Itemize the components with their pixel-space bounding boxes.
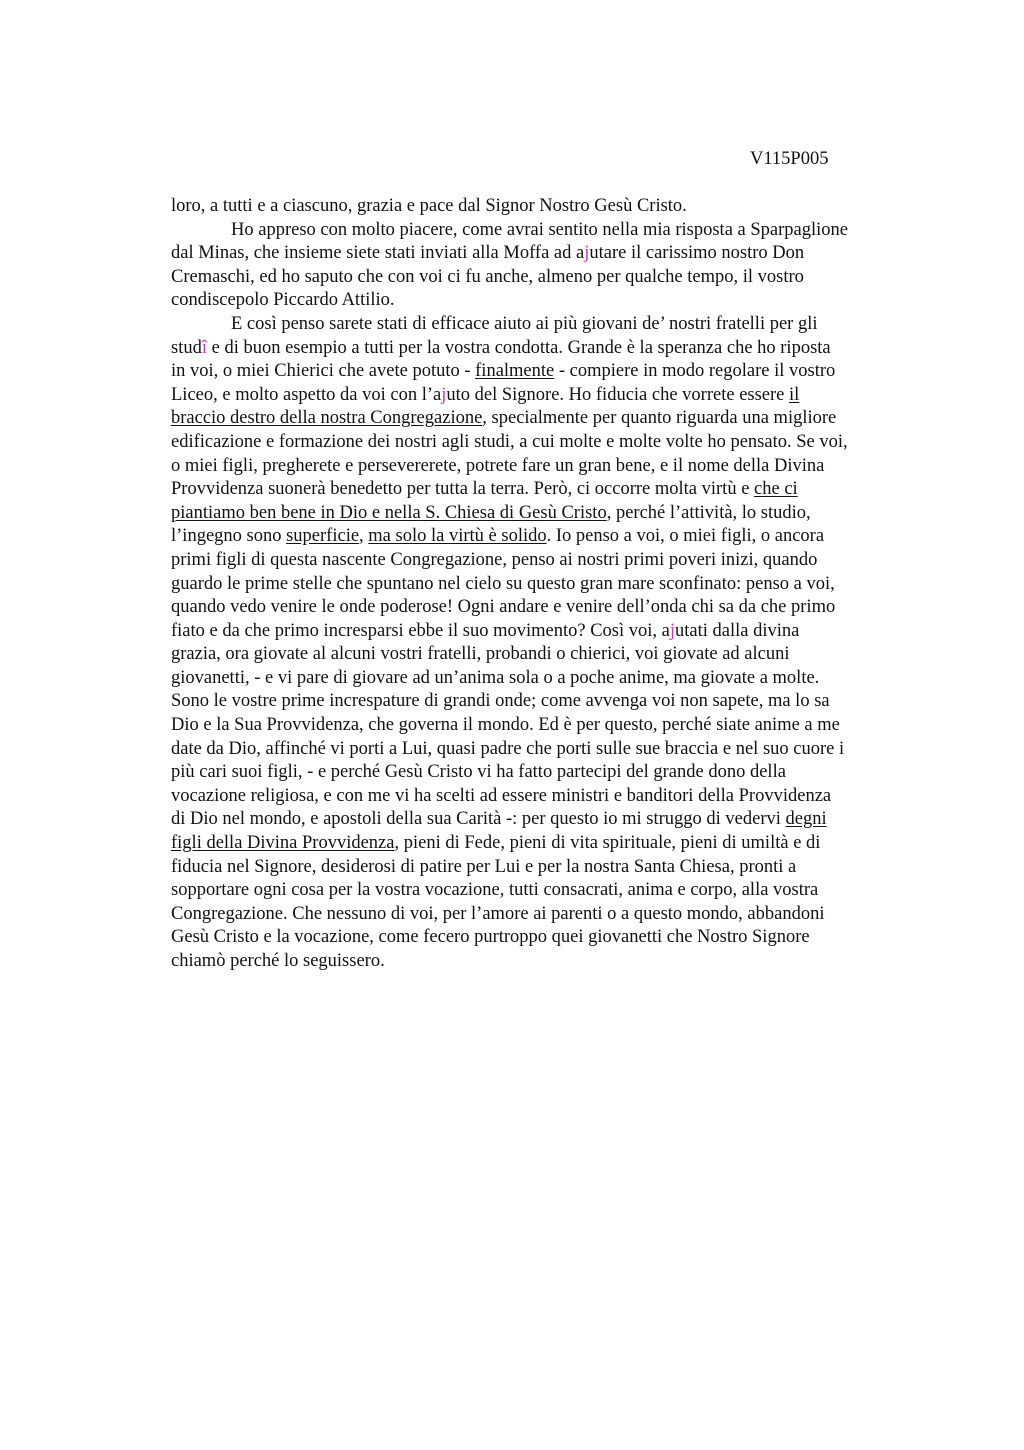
text-segment: fiato e da che primo incresparsi ebbe il suo movimento? Così voi, a bbox=[171, 620, 670, 641]
text-line bbox=[171, 431, 943, 455]
text-segment: Sono le vostre prime increspature di grandi onde; come avvenga voi non sapete, ma lo sa bbox=[171, 691, 830, 712]
text-segment: grazia, ora giovate al alcuni vostri fratelli, probandi o chierici, voi giovate ad alcuni bbox=[171, 644, 790, 665]
text-segment: , bbox=[359, 526, 369, 547]
highlighted-letter: î bbox=[201, 337, 207, 358]
text-segment: Provvidenza suonerà benedetto per tutta la terra. Però, ci occorre molta virtù e bbox=[171, 479, 755, 500]
text-segment: date da Dio, affinché vi porti a Lui, quasi padre che porti sulle sue braccia e nel suo cuore i bbox=[171, 738, 845, 759]
text-segment: giovanetti, - e vi pare di giovare ad un’anima sola o a poche anime, ma giovate a molte. bbox=[171, 667, 820, 688]
text-segment: più cari suoi figli, - e perché Gesù Cristo vi ha fatto partecipi del grande dono della bbox=[171, 762, 786, 783]
text-segment: . Io penso a voi, o miei figli, o ancora bbox=[546, 526, 825, 547]
text-segment: l’ingegno sono bbox=[171, 526, 287, 547]
text-segment: quando vedo venire le onde poderose! Ogni andare e venire dell’onda chi sa da che primo bbox=[171, 597, 836, 618]
text-segment: guardo le prime stelle che spuntano nel cielo su questo gran mare sconfinato: penso a voi, bbox=[171, 573, 835, 594]
underlined-text: il bbox=[789, 384, 800, 405]
text-line bbox=[171, 926, 943, 950]
text-line bbox=[171, 313, 943, 337]
highlighted-letter: j bbox=[584, 243, 590, 264]
text-line bbox=[171, 219, 943, 243]
text-segment: in voi, o miei Chierici che avete potuto - bbox=[171, 361, 476, 382]
highlighted-letter: j bbox=[669, 620, 675, 641]
highlighted-letter: j bbox=[441, 384, 447, 405]
text-segment: - compiere in modo regolare il vostro bbox=[554, 361, 836, 382]
text-segment: utare il carissimo nostro Don bbox=[589, 243, 805, 264]
text-line bbox=[171, 478, 943, 502]
text-segment: utati dalla divina bbox=[675, 620, 800, 641]
text-segment: fiducia nel Signore, desiderosi di patire per Lui e per la nostra Santa Chiesa, pronti a bbox=[171, 856, 797, 877]
text-line bbox=[171, 407, 943, 431]
page-reference: V115P005 bbox=[750, 149, 829, 169]
text-line bbox=[171, 360, 943, 384]
underlined-text: ma solo la virtù è solido bbox=[368, 526, 547, 547]
text-line bbox=[171, 195, 943, 219]
text-line bbox=[171, 525, 943, 549]
text-segment: loro, a tutti e a ciascuno, grazia e pace dal Signor Nostro Gesù Cristo. bbox=[171, 196, 687, 216]
text-line bbox=[171, 856, 943, 880]
text-segment: Dio e la Sua Provvidenza, che governa il mondo. Ed è per questo, perché siate anime a me bbox=[171, 715, 840, 736]
text-segment: Cremaschi, ed ho saputo che con voi ci fu anche, almeno per qualche tempo, il vostro bbox=[171, 266, 804, 287]
text-line bbox=[171, 573, 943, 597]
text-line bbox=[171, 667, 943, 691]
text-segment: primi figli di questa nascente Congregazione, penso ai nostri primi poveri inizi, quando bbox=[171, 549, 818, 570]
text-segment: Gesù Cristo e la vocazione, come fecero purtroppo quei giovanetti che Nostro Signore bbox=[171, 927, 810, 948]
text-line bbox=[171, 266, 943, 290]
text-line bbox=[171, 596, 943, 620]
text-line bbox=[171, 879, 943, 903]
text-line bbox=[171, 502, 943, 526]
text-segment: stud bbox=[171, 337, 202, 358]
text-line bbox=[171, 761, 943, 785]
text-segment: condiscepolo Piccardo Attilio. bbox=[171, 290, 395, 311]
underlined-text: piantiamo ben bene in Dio e nella S. Chiesa di Gesù Cristo bbox=[171, 502, 607, 523]
text-segment: o miei figli, pregherete e persevererete, potrete fare un gran bene, e il nome della Divina bbox=[171, 455, 825, 476]
underlined-text: finalmente bbox=[475, 361, 555, 382]
text-segment: , perché l’attività, lo studio, bbox=[606, 502, 811, 523]
text-line bbox=[171, 738, 943, 762]
text-line bbox=[171, 785, 943, 809]
text-line bbox=[171, 808, 943, 832]
text-segment: Liceo, e molto aspetto da voi con l’a bbox=[171, 384, 442, 405]
text-line bbox=[171, 950, 943, 974]
text-segment: chiamò perché lo seguissero. bbox=[171, 951, 385, 971]
text-segment: E così penso sarete stati di efficace aiuto ai più giovani de’ nostri fratelli per gli bbox=[231, 313, 818, 334]
text-segment: sopportare ogni cosa per la vostra vocazione, tutti consacrati, anima e corpo, alla vostra bbox=[171, 880, 819, 901]
text-line bbox=[171, 714, 943, 738]
text-segment: , specialmente per quanto riguarda una migliore bbox=[482, 408, 837, 429]
text-line bbox=[171, 384, 943, 408]
text-segment: dal Minas, che insieme siete stati inviati alla Moffa ad a bbox=[171, 243, 585, 264]
underlined-text: degni bbox=[785, 809, 827, 830]
text-segment: vocazione religiosa, e con me vi ha scelti ad essere ministri e banditori della Provvidenza bbox=[171, 785, 832, 806]
text-line bbox=[171, 690, 943, 714]
text-segment: , pieni di Fede, pieni di vita spirituale, pieni di umiltà e di bbox=[394, 833, 821, 854]
text-segment: edificazione e formazione dei nostri agli studi, a cui molte e molte volte ho pensato. Se voi, bbox=[171, 431, 848, 452]
letter-body bbox=[171, 195, 943, 974]
text-line bbox=[171, 832, 943, 856]
text-line bbox=[171, 455, 943, 479]
text-segment: di Dio nel mondo, e apostoli della sua Carità -: per questo io mi struggo di vedervi bbox=[171, 809, 786, 830]
text-segment: Ho appreso con molto piacere, come avrai sentito nella mia risposta a Sparpaglione bbox=[231, 219, 848, 240]
text-line bbox=[171, 289, 943, 313]
text-line bbox=[171, 643, 943, 667]
underlined-text: figli della Divina Provvidenza bbox=[171, 833, 395, 854]
text-line bbox=[171, 337, 943, 361]
text-line bbox=[171, 242, 943, 266]
text-segment: Congregazione. Che nessuno di voi, per l’amore ai parenti o a questo mondo, abbandoni bbox=[171, 903, 825, 924]
text-segment: e di buon esempio a tutti per la vostra condotta. Grande è la speranza che ho riposta bbox=[206, 337, 831, 358]
text-line bbox=[171, 620, 943, 644]
text-line bbox=[171, 903, 943, 927]
underlined-text: che ci bbox=[754, 479, 798, 500]
underlined-text: superficie bbox=[286, 526, 360, 547]
underlined-text: braccio destro della nostra Congregazione bbox=[171, 408, 483, 429]
text-line bbox=[171, 549, 943, 573]
text-segment: uto del Signore. Ho fiducia che vorrete essere bbox=[446, 384, 790, 405]
